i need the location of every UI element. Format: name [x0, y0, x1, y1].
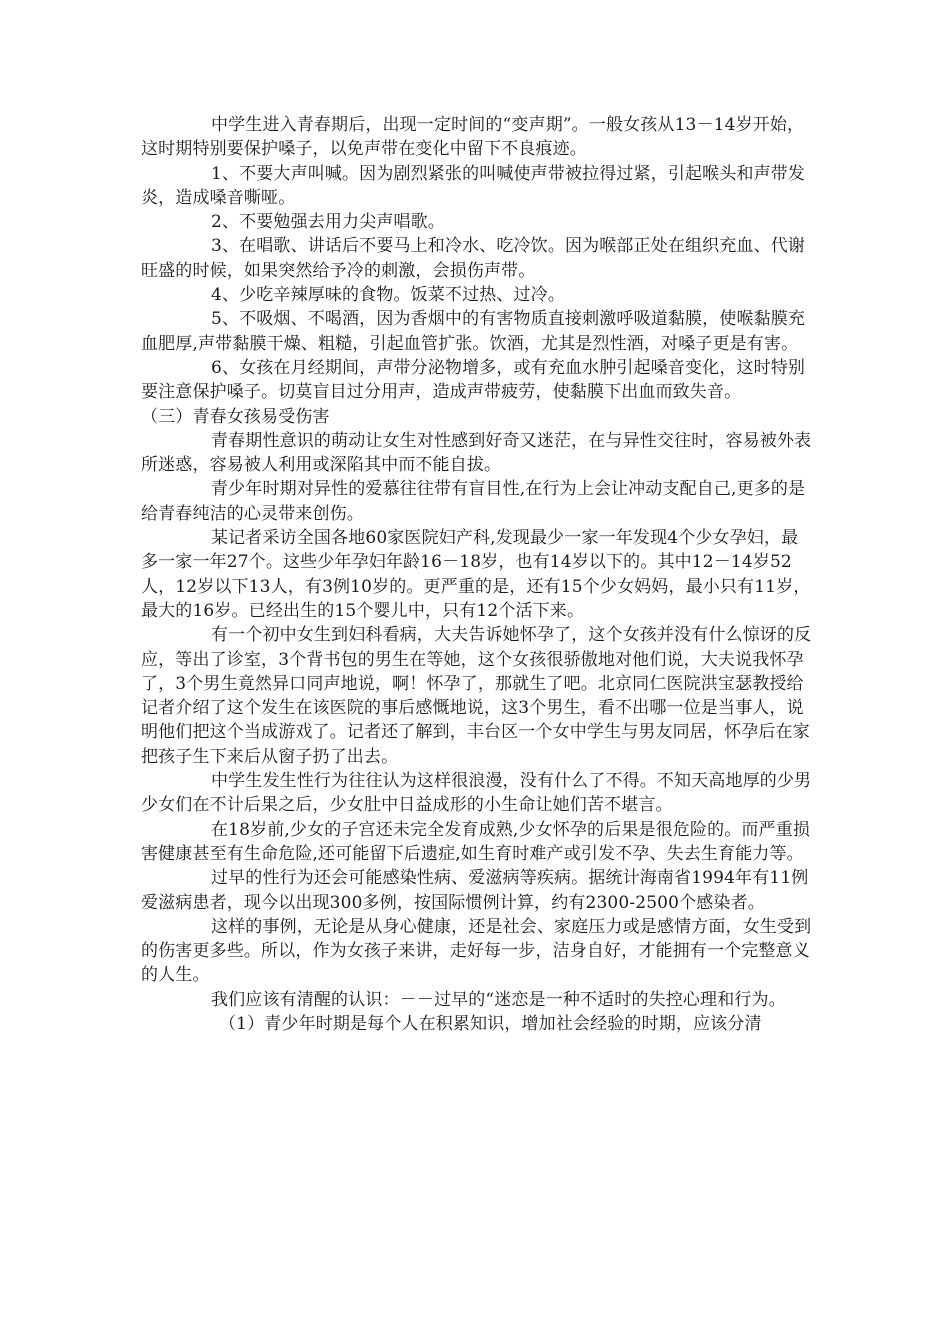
paragraph-blind-love: 青少年时期对异性的爱慕往往带有盲目性,在行为上会让冲动支配自己,更多的是给青春纯洁的心灵带来创伤。	[141, 479, 806, 524]
section-heading: （三）青春女孩易受伤害	[141, 406, 330, 427]
paragraph-curiosity: 青春期性意识的萌动让女生对性感到好奇又迷茫，在与异性交往时，容易被外表所迷惑，容易被人利用或深陷其中而不能自拔。	[141, 430, 812, 476]
paragraph-rule-2: 2、不要勉强去用力尖声唱歌。	[211, 212, 445, 233]
paragraph-rule-4: 4、少吃辛辣厚味的食物。饭菜不过热、过冷。	[211, 285, 565, 306]
document-body	[141, 113, 813, 1036]
paragraph-harm-summary: 这样的事例，无论是从身心健康，还是社会、家庭压力或是感情方面，女生受到的伤害更多些。所以，作为女孩子来讲，走好每一步，洁身自好，才能拥有一个完整意义的人生。	[141, 916, 812, 986]
paragraph-awareness: 我们应该有清醒的认识：－－过早的“迷恋是一种不适时的失控心理和行为。	[211, 989, 786, 1010]
paragraph-rule-1: 1、不要大声叫喊。因为剧烈紧张的叫喊使声带被拉得过紧，引起喉头和声带发炎，造成嗓音嘶哑。	[141, 163, 806, 208]
paragraph-consequences: 中学生发生性行为往往认为这样很浪漫，没有什么了不得。不知天高地厚的少男少女们在不计后果之后，少女肚中日益成形的小生命让她们苦不堪言。	[141, 771, 812, 816]
paragraph-rule-5: 5、不吸烟、不喝酒，因为香烟中的有害物质直接刺激呼吸道黏膜，使喉黏膜充血肥厚,声带黏膜干燥、粗糙，引起血管扩张。饮酒，尤其是烈性酒，对嗓子更是有害。	[141, 309, 806, 354]
paragraph-survey-statistics: 某记者采访全国各地60家医院妇产科,发现最少一家一年发现4个少女孕妇，最多一家一年27个。这些少年孕妇年龄16－18岁，也有14岁以下的。其中12－14岁52人，12岁以下13人，有3例10岁的。更严重的是，还有15个少女妈妈，最小只有11岁，最大的16岁。已经出生的15个婴儿中，只有12个活下来。	[141, 528, 811, 621]
paragraph-hospital-story: 有一个初中女生到妇科看病，大夫告诉她怀孕了，这个女孩并没有什么惊讶的反应，等出了诊室，3个背书包的男生在等她，这个女孩很骄傲地对他们说，大夫说我怀孕了，3个男生竟然异口同声地说，啊！怀孕了，那就生了吧。北京同仁医院洪宝瑟教授给记者介绍了这个发生在该医院的事后感慨地说，这3个男生，看不出哪一位是当事人，说明他们把这个当成游戏了。记者还了解到，丰台区一个女中学生与男友同居，怀孕后在家把孩子生下来后从窗子扔了出去。	[141, 625, 812, 767]
paragraph-voice-change-intro: 中学生进入青春期后，出现一定时间的“变声期”。一般女孩从13－14岁开始，这时期特别要保护嗓子，以免声带在变化中留下不良痕迹。	[141, 115, 805, 160]
paragraph-point-1: （1）青少年时期是每个人在积累知识，增加社会经验的时期，应该分清	[219, 1013, 762, 1034]
paragraph-disease-statistics: 过早的性行为还会可能感染性病、爱滋病等疾病。据统计海南省1994年有11例爱滋病患者，现今以出现300多例，按国际惯例计算，约有2300-2500个感染者。	[141, 868, 809, 913]
paragraph-rule-3: 3、在唱歌、讲话后不要马上和冷水、吃冷饮。因为喉部正处在组织充血、代谢旺盛的时候，如果突然给予冷的刺激，会损伤声带。	[141, 236, 806, 281]
paragraph-rule-6: 6、女孩在月经期间，声带分泌物增多，或有充血水肿引起嗓音变化，这时特别要注意保护嗓子。切莫盲目过分用声，造成声带疲劳，使黏膜下出血而致失音。	[141, 357, 806, 403]
paragraph-health-risk: 在18岁前,少女的子宫还未完全发育成熟,少女怀孕的后果是很危险的。而严重损害健康甚至有生命危险,还可能留下后遗症,如生育时难产或引发不孕、失去生育能力等。	[141, 819, 810, 864]
